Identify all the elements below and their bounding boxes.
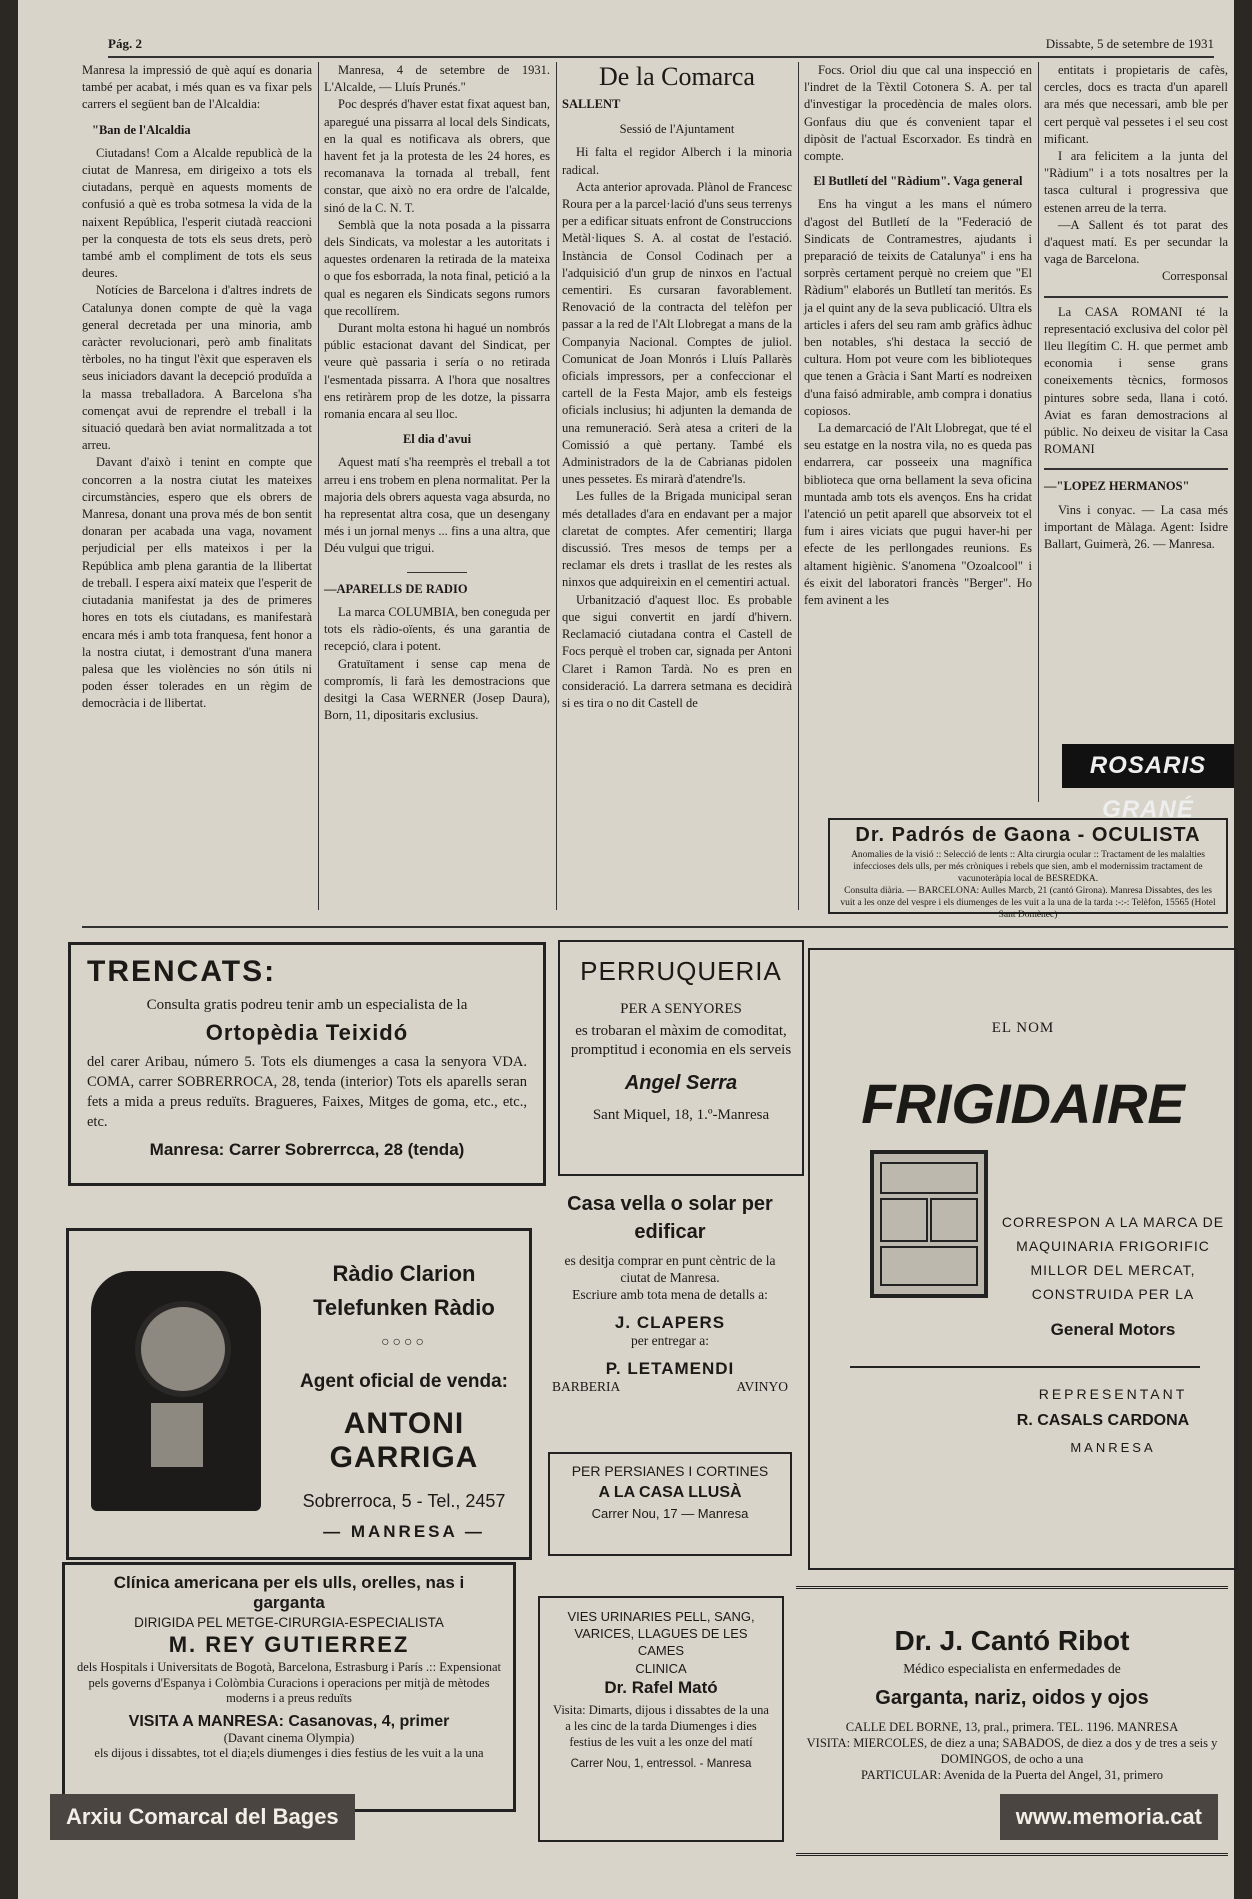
ad-clinica-americana [62, 1562, 516, 1812]
persianes-line-2: A LA CASA LLUSÀ [598, 1484, 742, 1501]
clinica-line-6: (Davant cinema Olympia) [223, 1730, 355, 1745]
col1-paragraph: Manresa la impressió de què aquí es donaria també per acabat, i més quan es va fixar pels carrers el següent ban de l'Alcaldia: [82, 63, 312, 112]
col5-paragraph: —A Sallent és tot parat des d'aquest matí. Es per secundar la vaga de Barcelona. [1044, 217, 1228, 267]
persianes-line-1: PER PERSIANES I CORTINES [571, 1463, 769, 1479]
col2-heading-radio: —APARELLS DE RADIO [324, 581, 468, 596]
clinica-line-7: els dijous i dissabtes, tot el dia;els diumenges i dies festius de les vuit a la una [94, 1745, 484, 1760]
section-separator [1044, 296, 1228, 298]
radio-line-5: Sobrerroca, 5 - Tel., 2457 [302, 1491, 506, 1511]
radio-line-1: Ràdio Clarion [332, 1261, 476, 1286]
canto-line-3: Garganta, nariz, oidos y ojos [875, 1687, 1149, 1709]
ad-frigidaire [808, 948, 1238, 1570]
mato-line-1: VIES URINARIES PELL, SANG, VARICES, LLAGUES DE LES CAMES [567, 1609, 755, 1658]
frigidaire-line-2: General Motors [1050, 1320, 1176, 1339]
radio-line-6: — MANRESA — [323, 1522, 485, 1541]
col2-paragraph: Poc després d'haver estat fixat aquest ban, aparegué una pissarra al local dels Sindicats, en la qual es notificava als obrers, que havent fet ja la protesta de les 24 hores, es recomanava la tornada al treball, fent constar, que això no era ordre de l'alcalde, sinó de la C. N. T. [324, 97, 550, 215]
column-divider [556, 62, 557, 910]
website-watermark: www.memoria.cat [1000, 1794, 1218, 1840]
page-header [108, 30, 1214, 58]
correspondent-signature: Corresponsal [1162, 269, 1228, 284]
perruqueria-line-2: es trobaran el màxim de comoditat, promptitud i economia en els serveis [570, 1023, 792, 1058]
col2-paragraph: Durant molta estona hi hagué un nombrós públic estacionat davant del Sindicat, per veure què passaria i sería o no retirada l'esmentada pissarra. A l'hora que nosaltres ens retiràrem prop de les dotze, la pissarra romania encara al seu lloc. [324, 321, 550, 422]
persianes-line-3: Carrer Nou, 17 — Manresa [591, 1506, 749, 1521]
col1-heading: "Ban de l'Alcaldia [92, 122, 191, 137]
mato-line-3: Dr. Rafel Mató [604, 1678, 718, 1697]
column-divider [318, 62, 319, 910]
canto-line-1: Dr. J. Cantó Ribot [894, 1625, 1130, 1656]
ad-padros-oculista [828, 818, 1228, 920]
canto-line-2: Médico especialista en enfermedades de [903, 1661, 1121, 1676]
rosaris-grane-banner: ROSARIS GRANÉ [1062, 744, 1234, 788]
col1-paragraph: Ciutadans! Com a Alcalde republicà de la ciutat de Manresa, em dirigeixo a tots els ciutadans, perquè en aquests moments de confusió a què es troba sotmesa la vida de la naixent República, l'esperit ciutadà reaccioni per la conquesta de tots els seus drets, però també amb el compliment de tots els seus deures. [82, 145, 312, 281]
ad-trencats [68, 942, 546, 1186]
trencats-line-3: del carer Aribau, número 5. Tots els diumenges a casa la senyora VDA. COMA, carrer SOBRERROCA, 28, tenda (interior) Tots els aparells seran fets a mida a preus reduïts. Bragueres, Faixes, Mitges de goma, etc., etc., etc. [87, 1054, 527, 1130]
casa-line-3: Escriure amb tota mena de detalls a: [572, 1287, 768, 1302]
sub-heading: Sessió de l'Ajuntament [619, 122, 735, 137]
casa-line-4: J. CLAPERS [614, 1313, 726, 1332]
column-5 [1044, 62, 1228, 782]
place-heading: SALLENT [562, 97, 621, 111]
perruqueria-line-3: Angel Serra [624, 1072, 738, 1094]
col1-paragraph: Davant d'això i tenint en compte que concorren a la nostra ciutat les mateixes circumstàncies, espero que els obrers de Manresa, donant una prova més de bon sentit donaran per acabada una vaga, novament perjudicial per ells mateixos i per la República amb plena garantia de la llibertat de treball. I espera així mateix que l'esperit de ciutadania manifestat ja des de primeres hores en tots els ciutadans, es manifestarà encara més i amb tota franquesa, fent honor a la nostra ciutat, i demostrant d'una manera palesa que les violències no són útils ni poden ésser tolerades en un règim de democràcia i de llibertat. [82, 455, 312, 711]
column-2 [324, 62, 550, 910]
ad-dr-mato [538, 1596, 784, 1842]
section-title-comarca: De la Comarca [599, 62, 755, 91]
ad-perruqueria [558, 940, 804, 1176]
clinica-line-1: Clínica americana per els ulls, orelles, nas i garganta [113, 1573, 465, 1612]
col2-paragraph: Aquest matí s'ha reemprès el treball a tot arreu i ens trobem en plena normalitat. Per la majoria dels obrers aquesta vaga absurda, no ha representat altra cosa, que un desengany més i un jornal menys ... fins a una altra, que Déu vulgui que trigui. [324, 455, 550, 556]
mato-line-4: Visita: Dimarts, dijous i dissabtes de la una a les cinc de la tarda Diumenges i dies festius de les vuit a les onze del matí [553, 1703, 769, 1749]
ad-persianes [548, 1452, 792, 1556]
clinica-line-5: VISITA A MANRESA: Casanovas, 4, primer [128, 1712, 450, 1730]
radio-line-3: Agent oficial de venda: [300, 1371, 508, 1392]
col1-paragraph: Notícies de Barcelona i d'altres indrets de Catalunya donen compte de què la vaga general decretada per una minoria, amb caràcter revolucionari, però amb finalitats tèrboles, no ha tingut l'èxit que esperaven els seus iniciadors davant la decepció produïda a la massa treballadora. A Barcelona s'ha començat avui de reprendre el treball i la situació quedarà ben aviat normalitzada a tot arreu. [82, 283, 312, 453]
ad-radio-clarion [66, 1228, 532, 1560]
trencats-title: TRENCATS: [87, 955, 277, 988]
trencats-line-2: Ortopèdia Teixidó [205, 1020, 409, 1045]
padros-text: Anomalies de la visió :: Selecció de lents :: Alta cirurgia ocular :: Tractament de les malalties infeccioses dels ulls, per més cròniques i rebels que sien, amb el modernissim tractament de vacunoteràpia local de BESREDKA. [851, 850, 1205, 884]
frigidaire-line-5: MANRESA [1070, 1440, 1156, 1455]
padros-text-2: Consulta diària. — BARCELONA: Aulles Marcb, 21 (cantó Girona). Manresa Dissabtes, des les vuit a les onze del vespre i els diumenges de les vuit a la una de la tarda :-:-: Telèfon, 15565 (Hotel Sant Domènec) [840, 886, 1216, 920]
radio-dots: ○○○○ [381, 1335, 427, 1350]
col3-paragraph: Acta anterior aprovada. Plànol de Francesc Roura per a la parcel·lació d'uns seus terrenys per a edificar situats enfront de Construccions Metàl·liques S. A. al costat de l'estació. Instància de Consol Codinach per a l'adquisició d'un grup de ninxos en l'actual cementiri. Es cursaran favorablement. Renovació de la contracta del telèfon per passar a la red de l'Alt Llobregat a mans de la Companyia Nacional. Comptes de juliol. Comunicat de Joan Monrós i Lluís Pallarès oficials impressors, per a confeccionar el cartell de la Festa Major, amb els festeigs oficials inclusius; hi adjunten la demanda de una remuneració. Serà atesa a criteri de la Comissió a què pertany. També els Administradors de la de Cabrianas pidolen unes pessetes. Es mirarà d'atendre'ls. [562, 179, 792, 487]
col3-paragraph: Hi falta el regidor Alberch i la minoria radical. [562, 145, 792, 177]
casa-line-1: Casa vella o solar per edificar [567, 1193, 773, 1243]
newspaper-page [18, 0, 1234, 1899]
col2-paragraph: Semblà que la nota posada a la pissarra dels Sindicats, va molestar a les autoritats i aquestes ordenaren la retirada de la mateixa o que fos esborrada, la nota final, petició a la qual es negaren els Sindicats segons rumors que recollírem. [324, 217, 550, 318]
clinica-line-4: dels Hospitals i Universitats de Bogotà, Barcelona, Estrasburg i París .:: Expensionat pels governs d'Espanya i Colòmbia Curacions i operacions per mitjà de mètodes moderns i a preus reduïts [77, 1660, 502, 1705]
padros-title: Dr. Padrós de Gaona - OCULISTA [855, 824, 1201, 846]
page-number: Pág. 2 [108, 36, 142, 51]
col2-paragraph: Manresa, 4 de setembre de 1931. L'Alcalde, — Lluís Prunés." [324, 63, 550, 95]
casa-romani-notice: La CASA ROMANI té la representació exclusiva del color pèl lleu llegítim C. H. que permet amb economia i sense grans coneixements tècnics, formosos pintures sobre seda, llana i cotó. Aviat es faran demostracions al públic. No deixeu de visitar la Casa ROMANI [1044, 304, 1228, 457]
column-3 [562, 62, 792, 910]
perruqueria-line-1: PER A SENYORES [620, 1001, 742, 1017]
archive-watermark: Arxiu Comarcal del Bages [50, 1794, 355, 1840]
frigidaire-line-1: CORRESPON A LA MARCA DE MAQUINARIA FRIGORIFIC MILLOR DEL MERCAT, CONSTRUIDA PER LA [1001, 1214, 1225, 1302]
section-separator [407, 572, 467, 573]
lopez-heading: —"LOPEZ HERMANOS" [1044, 479, 1190, 494]
casa-line-7: BARBERIA AVINYO [552, 1379, 788, 1394]
section-separator [1044, 468, 1228, 470]
perruqueria-line-4: Sant Miquel, 18, 1.º-Manresa [592, 1107, 770, 1123]
casa-line-6: P. LETAMENDI [605, 1359, 735, 1378]
col2-paragraph: La marca COLUMBIA, ben coneguda per tots els ràdio-oïents, és una garantia de recepció, clara i potent. [324, 604, 550, 654]
column-divider [1038, 62, 1039, 802]
col4-paragraph: Focs. Oriol diu que cal una inspecció en l'indret de la Tèxtil Cotonera S. A. per tal d'investigar la procedència de males olors. Gonfaus diu que és convenient tapar el dipòsit de l'actual Escorxador. Es tindrà en compte. [804, 63, 1032, 164]
trencats-line-4: Manresa: Carrer Sobrerrcca, 28 (tenda) [149, 1140, 465, 1159]
ad-casa-vella [542, 1180, 798, 1444]
col4-heading: El Butlletí del "Ràdium". Vaga general [813, 174, 1023, 189]
column-divider [798, 62, 799, 910]
frigidaire-logo: FRIGIDAIRE [861, 1072, 1185, 1135]
clinica-line-2: DIRIGIDA PEL METGE-CIRURGIA-ESPECIALISTA [134, 1615, 444, 1630]
column-4 [804, 62, 1032, 802]
radio-line-2: Telefunken Ràdio [313, 1295, 495, 1320]
mato-line-2: CLINICA [635, 1661, 687, 1676]
casa-line-5: per entregar a: [631, 1333, 709, 1348]
ads-separator [82, 926, 1228, 928]
col5-paragraph: entitats i propietaris de cafès, cercles, docs es tracta d'un aparell ara més que necessari, amb ble per cert perquè val pessetes i el seu cost mificant. [1044, 63, 1228, 146]
clinica-line-3: M. REY GUTIERREZ [168, 1632, 410, 1657]
column-1 [82, 62, 312, 910]
lopez-notice: Vins i conyac. — La casa més important de Màlaga. Agent: Isidre Ballart, Guimerà, 26. — Manresa. [1044, 502, 1228, 552]
col2-heading: El dia d'avui [402, 432, 472, 447]
perruqueria-title: PERRUQUERIA [580, 956, 782, 986]
canto-line-6: PARTICULAR: Avenida de la Puerta del Angel, 31, primero [861, 1768, 1163, 1782]
col2-paragraph: Gratuïtament i sense cap mena de compromís, li farà les demostracions que desitgi la Casa WERNER (Josep Daura), Born, 11, dipositaris exclusius. [324, 656, 550, 723]
casa-line-2: es desitja comprar en punt cèntric de la ciutat de Manresa. [564, 1253, 776, 1285]
trencats-line-1: Consulta gratis podreu tenir amb un especialista de la [146, 997, 468, 1013]
canto-line-4: CALLE DEL BORNE, 13, pral., primera. TEL. 1196. MANRESA [845, 1720, 1179, 1734]
canto-line-5: VISITA: MIERCOLES, de diez a una; SABADOS, de diez a dos y de tres a seis y DOMINGOS, de ocho a una [806, 1736, 1218, 1766]
col3-paragraph: Urbanització d'aquest lloc. Es probable que sigui convertit en jardí d'hivern. Reclamació ciutadana contra el Castell de Focs perquè el troben car, signada per Antoni Claret i Ramon Tardà. No es pren en consideració. La darrera setmana es decidirà si es tira o no dit Castell de [562, 592, 792, 710]
col5-paragraph: I ara felicitem a la junta del "Ràdium" i a tots nosaltres per la tasca cultural i progressiva que estenen arreu de la terra. [1044, 149, 1228, 215]
col4-paragraph: La demarcació de l'Alt Llobregat, que té el seu estatge en la nostra vila, no es queda pas endarrera, car posseeix una magnífica biblioteca que orna bellament la seva oficina muntada amb tots els avenços. Ens ha cridat l'atenció un petit aparell que absorveix tot el fum i aires viciats que pugui haver-hi per efecte de les perllongades reunions. Es altament higiènic. S'anomena "Ozoalcool" i és eixit del laboratori francès "Berger". Ho fem avinent a les [804, 421, 1032, 608]
radio-illustration [81, 1271, 271, 1511]
frigidaire-line-4: R. CASALS CARDONA [1016, 1412, 1190, 1429]
radio-line-4: ANTONI GARRIGA [329, 1407, 479, 1474]
page-date: Dissabte, 5 de setembre de 1931 [1045, 36, 1214, 51]
mato-line-5: Carrer Nou, 1, entressol. - Manresa [570, 1758, 752, 1770]
frigidaire-top: EL NOM [991, 1020, 1055, 1036]
col3-paragraph: Les fulles de la Brigada municipal seran més detallades d'ara en endavant per a major claretat de comptes. Afer cementiri; llarga discussió. Tres mesos de temps per a reclamar els drets i trasllat de les restes als ninxos que adquireixin en el cementiri actual. [562, 489, 792, 590]
refrigerator-illustration [870, 1150, 988, 1298]
col4-paragraph: Ens ha vingut a les mans el número d'agost del Butlletí de la "Federació de Sindicats de Contramestres, ajudants i preparació de teixits de Catalunya" i ens ha sorprès certament perquè no creiem que "El Ràdium" elaborés un Butlletí tan meritós. Es ja el quint any de la seva publicació. Ultra els articles i afers del seu ram amb gràfics àdhuc ben notables, s'hi destaca la secció de cultura. Hom pot veure com les biblioteques que tenen a Gràcia i Sant Martí es nodreixen d'una faisó admirable, amb compra i donatius copiosos. [804, 197, 1032, 418]
frigidaire-line-3: REPRESENTANT [1038, 1386, 1188, 1402]
